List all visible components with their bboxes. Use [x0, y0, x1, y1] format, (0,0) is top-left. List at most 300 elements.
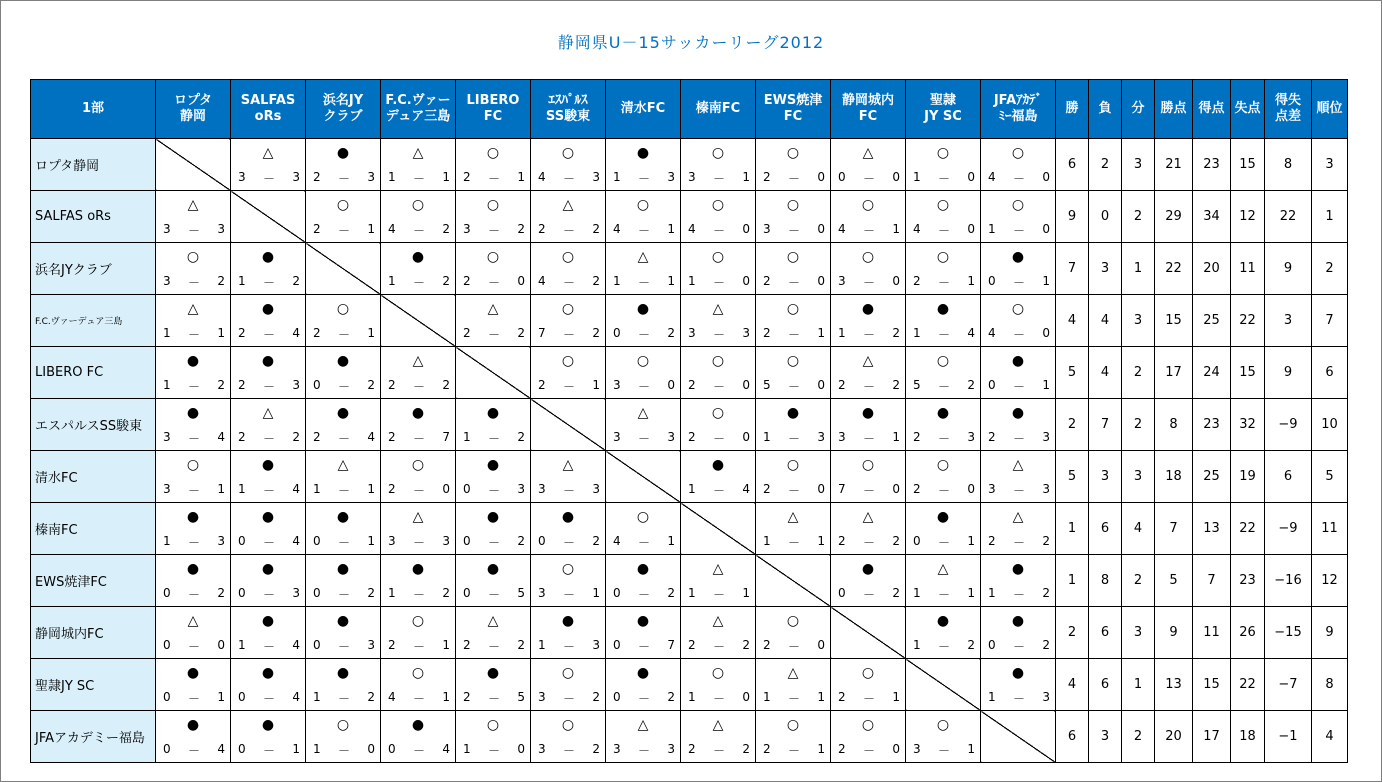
self-match-cell	[906, 659, 981, 711]
score-dash: －	[412, 640, 425, 654]
score-dash: －	[262, 692, 275, 706]
score-dash: －	[637, 432, 650, 446]
score-against: 0	[1042, 326, 1050, 340]
match-score	[988, 482, 1050, 499]
score-against: 2	[967, 638, 975, 652]
stat-value: 25	[1193, 295, 1231, 347]
score-against: 3	[967, 430, 975, 444]
match-result-cell	[456, 399, 531, 451]
score-dash: －	[1012, 692, 1025, 706]
result-symbol: ●	[411, 717, 425, 733]
match-score	[463, 170, 525, 187]
row-team-name: EWS焼津FC	[31, 555, 156, 607]
score-against: 0	[967, 222, 975, 236]
team-column-header	[831, 80, 906, 139]
match-score	[838, 742, 900, 759]
score-against: 2	[742, 638, 750, 652]
result-symbol: ○	[561, 353, 575, 369]
score-against: 2	[367, 586, 375, 600]
score-for: 2	[313, 170, 321, 184]
score-dash: －	[937, 432, 950, 446]
score-for: 4	[988, 170, 996, 184]
header-line: 清水FC	[620, 101, 666, 116]
stat-value: 22	[1155, 243, 1193, 295]
result-symbol: ○	[861, 457, 875, 473]
score-dash: －	[1012, 276, 1025, 290]
result-symbol: ○	[786, 717, 800, 733]
match-score	[763, 222, 825, 239]
stat-value: −9	[1265, 399, 1312, 451]
result-symbol: △	[712, 301, 724, 317]
score-against: 2	[292, 430, 300, 444]
match-result-cell	[531, 555, 606, 607]
score-against: 3	[817, 430, 825, 444]
result-symbol: ●	[486, 405, 500, 421]
match-score	[388, 742, 450, 759]
team-column-header	[681, 80, 756, 139]
match-result-cell	[531, 711, 606, 763]
match-score	[688, 326, 750, 343]
score-against: 3	[592, 482, 600, 496]
result-symbol: ○	[711, 249, 725, 265]
match-score	[913, 326, 975, 343]
match-score	[838, 690, 900, 707]
score-against: 0	[892, 274, 900, 288]
score-dash: －	[262, 328, 275, 342]
header-line: F.C.ヴァー	[385, 93, 451, 108]
stat-value: 3	[1089, 711, 1122, 763]
score-dash: －	[1012, 588, 1025, 602]
score-for: 2	[463, 638, 471, 652]
score-dash: －	[712, 640, 725, 654]
score-against: 4	[742, 482, 750, 496]
score-dash: －	[787, 432, 800, 446]
match-score	[688, 638, 750, 655]
score-against: 2	[517, 430, 525, 444]
match-score	[313, 534, 375, 551]
score-against: 2	[592, 742, 600, 756]
result-symbol: ●	[936, 405, 950, 421]
match-score	[313, 222, 375, 239]
score-dash: －	[187, 588, 200, 602]
score-for: 2	[838, 690, 846, 704]
match-score	[988, 690, 1050, 707]
team-row	[31, 555, 1348, 607]
match-score	[838, 170, 900, 187]
stat-value: 22	[1231, 295, 1265, 347]
result-symbol: ●	[411, 405, 425, 421]
score-dash: －	[712, 328, 725, 342]
match-result-cell	[156, 711, 231, 763]
score-for: 4	[613, 222, 621, 236]
score-for: 3	[163, 222, 171, 236]
header-row	[31, 80, 1348, 139]
score-for: 2	[238, 430, 246, 444]
score-dash: －	[187, 276, 200, 290]
match-result-cell	[306, 399, 381, 451]
match-result-cell	[231, 555, 306, 607]
score-for: 0	[313, 534, 321, 548]
match-result-cell	[756, 295, 831, 347]
score-dash: －	[562, 380, 575, 394]
result-symbol: △	[712, 717, 724, 733]
match-result-cell	[456, 555, 531, 607]
result-symbol: ●	[336, 509, 350, 525]
score-dash: －	[862, 744, 875, 758]
stat-value: 15	[1193, 659, 1231, 711]
match-result-cell	[981, 347, 1056, 399]
match-score	[538, 482, 600, 499]
result-symbol: ●	[261, 353, 275, 369]
stat-value: 6	[1056, 711, 1089, 763]
score-against: 2	[442, 378, 450, 392]
score-for: 0	[388, 742, 396, 756]
result-symbol: ●	[1011, 613, 1025, 629]
score-against: 0	[742, 222, 750, 236]
match-result-cell	[606, 555, 681, 607]
result-symbol: ●	[936, 613, 950, 629]
match-result-cell	[306, 711, 381, 763]
team-row	[31, 659, 1348, 711]
score-for: 1	[463, 430, 471, 444]
stat-value: 4	[1312, 711, 1348, 763]
match-score	[238, 170, 300, 187]
result-symbol: △	[412, 509, 424, 525]
score-against: 2	[292, 274, 300, 288]
result-symbol: ○	[711, 197, 725, 213]
score-against: 2	[667, 690, 675, 704]
score-for: 0	[988, 378, 996, 392]
result-symbol: ○	[786, 249, 800, 265]
score-for: 2	[763, 742, 771, 756]
score-dash: －	[187, 692, 200, 706]
stat-value: −1	[1265, 711, 1312, 763]
score-dash: －	[862, 328, 875, 342]
match-score	[838, 274, 900, 291]
score-for: 2	[463, 274, 471, 288]
stat-value: 22	[1231, 503, 1265, 555]
score-against: 2	[1042, 534, 1050, 548]
score-for: 1	[313, 742, 321, 756]
result-symbol: ●	[936, 301, 950, 317]
result-symbol: ○	[861, 665, 875, 681]
result-symbol: ○	[1011, 145, 1025, 161]
match-score	[163, 534, 225, 551]
score-dash: －	[337, 484, 350, 498]
score-for: 4	[988, 326, 996, 340]
match-result-cell	[306, 451, 381, 503]
row-team-name: ロプタ静岡	[31, 139, 156, 191]
stat-value: 4	[1056, 295, 1089, 347]
score-dash: －	[562, 484, 575, 498]
score-against: 3	[292, 378, 300, 392]
result-symbol: ●	[936, 509, 950, 525]
score-against: 0	[817, 222, 825, 236]
match-result-cell	[231, 451, 306, 503]
match-result-cell	[231, 607, 306, 659]
score-dash: －	[712, 484, 725, 498]
score-against: 2	[517, 222, 525, 236]
score-against: 3	[217, 222, 225, 236]
match-score	[763, 742, 825, 759]
match-score	[688, 274, 750, 291]
score-dash: －	[712, 380, 725, 394]
score-against: 3	[1042, 482, 1050, 496]
match-score	[463, 326, 525, 343]
score-for: 2	[538, 378, 546, 392]
header-line: 順位	[1316, 101, 1343, 116]
score-for: 1	[313, 690, 321, 704]
result-symbol: ●	[186, 405, 200, 421]
score-for: 1	[238, 482, 246, 496]
score-dash: －	[487, 536, 500, 550]
match-score	[388, 586, 450, 603]
match-score	[238, 638, 300, 655]
score-for: 2	[463, 326, 471, 340]
match-result-cell	[456, 295, 531, 347]
score-against: 1	[967, 534, 975, 548]
score-dash: －	[937, 536, 950, 550]
match-score	[388, 690, 450, 707]
match-score	[238, 690, 300, 707]
team-row	[31, 295, 1348, 347]
score-dash: －	[712, 744, 725, 758]
result-symbol: △	[862, 353, 874, 369]
stat-value: 3	[1122, 451, 1155, 503]
result-symbol: △	[637, 405, 649, 421]
match-result-cell	[681, 659, 756, 711]
match-result-cell	[381, 503, 456, 555]
header-line: クラブ	[323, 109, 363, 124]
score-dash: －	[937, 224, 950, 238]
score-against: 2	[217, 586, 225, 600]
score-dash: －	[262, 588, 275, 602]
match-result-cell	[756, 503, 831, 555]
score-for: 1	[763, 534, 771, 548]
score-dash: －	[1012, 224, 1025, 238]
score-dash: －	[337, 380, 350, 394]
score-against: 3	[667, 742, 675, 756]
score-for: 2	[913, 430, 921, 444]
match-score	[613, 378, 675, 395]
match-score	[388, 222, 450, 239]
match-result-cell	[906, 451, 981, 503]
stat-value: 8	[1089, 555, 1122, 607]
score-for: 0	[238, 690, 246, 704]
score-dash: －	[937, 276, 950, 290]
score-against: 2	[442, 274, 450, 288]
score-dash: －	[262, 432, 275, 446]
match-result-cell	[306, 555, 381, 607]
score-against: 1	[367, 534, 375, 548]
score-against: 3	[517, 482, 525, 496]
stat-value: −9	[1265, 503, 1312, 555]
score-dash: －	[637, 328, 650, 342]
header-line: FC	[783, 109, 803, 124]
match-result-cell	[681, 451, 756, 503]
match-result-cell	[606, 399, 681, 451]
score-for: 2	[838, 534, 846, 548]
result-symbol: ●	[861, 561, 875, 577]
score-for: 2	[313, 222, 321, 236]
score-against: 2	[442, 222, 450, 236]
result-symbol: △	[637, 249, 649, 265]
match-score	[988, 638, 1050, 655]
score-against: 1	[667, 274, 675, 288]
match-score	[763, 170, 825, 187]
result-symbol: ○	[786, 145, 800, 161]
match-result-cell	[231, 347, 306, 399]
score-dash: －	[262, 536, 275, 550]
self-match-cell	[156, 139, 231, 191]
match-result-cell	[231, 139, 306, 191]
score-for: 3	[688, 326, 696, 340]
score-for: 2	[388, 378, 396, 392]
score-against: 2	[892, 534, 900, 548]
result-symbol: △	[712, 613, 724, 629]
stat-value: 22	[1265, 191, 1312, 243]
score-dash: －	[562, 744, 575, 758]
match-score	[763, 482, 825, 499]
match-score	[163, 742, 225, 759]
score-dash: －	[337, 744, 350, 758]
stat-column-header	[1122, 80, 1155, 139]
score-for: 0	[163, 638, 171, 652]
stat-value: 2	[1122, 555, 1155, 607]
result-symbol: △	[562, 457, 574, 473]
score-against: 2	[967, 378, 975, 392]
score-for: 0	[913, 534, 921, 548]
match-result-cell	[456, 659, 531, 711]
score-against: 1	[892, 430, 900, 444]
score-dash: －	[637, 588, 650, 602]
score-against: 2	[1042, 638, 1050, 652]
match-result-cell	[681, 295, 756, 347]
match-score	[838, 482, 900, 499]
score-against: 1	[742, 586, 750, 600]
score-against: 5	[517, 586, 525, 600]
score-dash: －	[637, 276, 650, 290]
score-against: 1	[892, 690, 900, 704]
stat-value: 4	[1089, 295, 1122, 347]
score-for: 2	[838, 378, 846, 392]
result-symbol: ○	[786, 613, 800, 629]
corner-division-label: 1部	[31, 80, 156, 139]
score-for: 3	[538, 586, 546, 600]
match-score	[238, 274, 300, 291]
result-symbol: △	[1012, 509, 1024, 525]
score-against: 1	[217, 690, 225, 704]
match-result-cell	[981, 555, 1056, 607]
match-score	[913, 430, 975, 447]
score-against: 0	[442, 482, 450, 496]
result-symbol: ○	[336, 717, 350, 733]
score-dash: －	[712, 224, 725, 238]
score-dash: －	[562, 276, 575, 290]
match-result-cell	[531, 451, 606, 503]
page-title: 静岡県U－15サッカーリーグ2012	[557, 33, 825, 52]
match-score	[988, 430, 1050, 447]
header-line: 負	[1098, 101, 1112, 116]
stat-value: 17	[1155, 347, 1193, 399]
match-result-cell	[831, 347, 906, 399]
match-result-cell	[606, 659, 681, 711]
score-for: 5	[913, 378, 921, 392]
match-score	[988, 378, 1050, 395]
match-score	[163, 690, 225, 707]
score-for: 1	[163, 378, 171, 392]
score-for: 3	[613, 378, 621, 392]
stat-value: 11	[1231, 243, 1265, 295]
match-result-cell	[981, 607, 1056, 659]
match-score	[238, 326, 300, 343]
result-symbol: ●	[261, 301, 275, 317]
score-dash: －	[1012, 432, 1025, 446]
row-team-name: F.C.ヴァーデュア三島	[31, 295, 156, 347]
result-symbol: ○	[861, 249, 875, 265]
score-dash: －	[637, 172, 650, 186]
score-dash: －	[787, 744, 800, 758]
score-dash: －	[337, 432, 350, 446]
score-against: 0	[967, 482, 975, 496]
score-dash: －	[787, 172, 800, 186]
score-for: 0	[238, 586, 246, 600]
result-symbol: ●	[486, 457, 500, 473]
score-for: 3	[538, 742, 546, 756]
match-score	[313, 430, 375, 447]
match-score	[538, 534, 600, 551]
score-dash: －	[187, 484, 200, 498]
score-for: 3	[988, 482, 996, 496]
score-against: 0	[892, 482, 900, 496]
score-dash: －	[412, 588, 425, 602]
match-result-cell	[381, 191, 456, 243]
match-score	[838, 586, 900, 603]
score-for: 0	[463, 586, 471, 600]
team-column-header	[456, 80, 531, 139]
stat-value: 2	[1122, 191, 1155, 243]
header-line: 静岡	[179, 109, 206, 124]
header-line: 得点	[1198, 101, 1225, 116]
match-result-cell	[306, 295, 381, 347]
score-for: 3	[538, 690, 546, 704]
score-against: 0	[817, 482, 825, 496]
header-line: 得失	[1274, 93, 1301, 108]
team-column-header	[306, 80, 381, 139]
score-against: 4	[217, 430, 225, 444]
header-line: FC	[483, 109, 503, 124]
score-dash: －	[637, 536, 650, 550]
result-symbol: ●	[336, 353, 350, 369]
score-dash: －	[937, 484, 950, 498]
score-for: 2	[988, 430, 996, 444]
score-for: 2	[763, 274, 771, 288]
result-symbol: △	[862, 509, 874, 525]
match-score	[238, 378, 300, 395]
score-for: 0	[313, 586, 321, 600]
score-for: 2	[388, 430, 396, 444]
match-score	[913, 274, 975, 291]
score-against: 3	[742, 326, 750, 340]
stat-value: 32	[1231, 399, 1265, 451]
score-for: 4	[388, 690, 396, 704]
score-dash: －	[712, 172, 725, 186]
score-for: 4	[538, 170, 546, 184]
score-for: 4	[688, 222, 696, 236]
match-result-cell	[906, 347, 981, 399]
score-against: 1	[742, 170, 750, 184]
match-result-cell	[756, 243, 831, 295]
